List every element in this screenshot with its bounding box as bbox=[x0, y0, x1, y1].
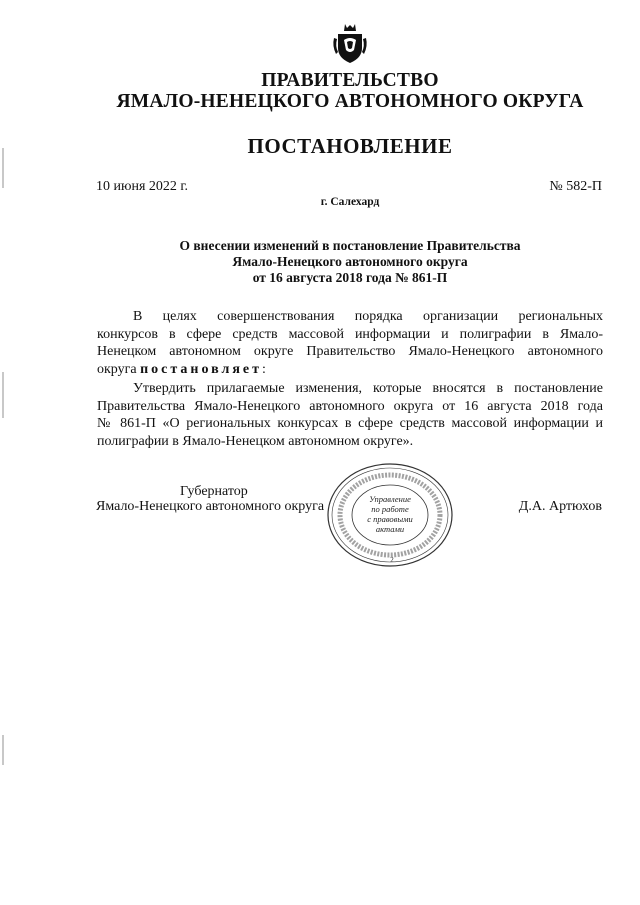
subject-line-1: О внесении изменений в постановление Правительства bbox=[179, 238, 521, 253]
document-number: № 582-П bbox=[549, 179, 602, 194]
government-name bbox=[0, 70, 640, 112]
document-subject bbox=[0, 238, 640, 286]
seal-line-4: актами bbox=[375, 524, 405, 534]
document-type: ПОСТАНОВЛЕНИЕ bbox=[247, 134, 453, 158]
resolves-word: постановляет bbox=[140, 361, 263, 377]
preamble-line-3: Ненецком автономном округе Правительство Ямало-Ненецкого автономного bbox=[97, 344, 603, 359]
preamble-line-4-suffix: : bbox=[262, 361, 266, 377]
subject-line-2: Ямало-Ненецкого автономного округа bbox=[232, 254, 468, 269]
paragraph-resolution bbox=[97, 380, 603, 450]
scan-margin-mark bbox=[2, 372, 4, 418]
resolution-line-2: Правительства Ямало-Ненецкого автономного округа от 16 августа 2018 года bbox=[97, 398, 603, 414]
paragraph-preamble bbox=[97, 308, 603, 378]
resolution-line-4: полиграфии в Ямало-Ненецком автономном округе». bbox=[97, 433, 414, 449]
preamble-line-4-prefix: округа bbox=[97, 361, 137, 377]
resolution-line-1: Утвердить прилагаемые изменения, которые вносятся в постановление bbox=[133, 381, 603, 396]
government-line-2: ЯМАЛО-НЕНЕЦКОГО АВТОНОМНОГО ОКРУГА bbox=[116, 91, 584, 112]
coat-of-arms-icon bbox=[332, 22, 368, 66]
document-date: 10 июня 2022 г. bbox=[96, 179, 189, 194]
seal-line-3: с правовыми bbox=[367, 514, 413, 524]
seal-line-1: Управление bbox=[369, 494, 411, 504]
preamble-line-4 bbox=[97, 361, 603, 379]
government-line-1: ПРАВИТЕЛЬСТВО bbox=[261, 70, 439, 91]
preamble-line-1: В целях совершенствования порядка организации региональных bbox=[133, 309, 603, 324]
signer-name: Д.А. Артюхов bbox=[518, 499, 602, 514]
seal-inner-text bbox=[354, 494, 426, 534]
signer-region: Ямало-Ненецкого автономного округа bbox=[96, 499, 325, 514]
seal-line-2: по работе bbox=[371, 504, 409, 514]
subject-line-3: от 16 августа 2018 года № 861-П bbox=[252, 270, 448, 285]
scan-margin-mark bbox=[2, 148, 4, 188]
preamble-line-2: конкурсов в сфере средств массовой информации и полиграфии в Ямало- bbox=[97, 326, 603, 342]
scan-margin-mark bbox=[2, 735, 4, 765]
document-city: г. Салехард bbox=[320, 196, 380, 208]
seal-number: 2 bbox=[390, 556, 394, 564]
signer-title: Губернатор bbox=[180, 484, 248, 499]
resolution-line-3: № 861-П «О региональных конкурсах в сфере средств массовой информации и bbox=[97, 416, 603, 431]
